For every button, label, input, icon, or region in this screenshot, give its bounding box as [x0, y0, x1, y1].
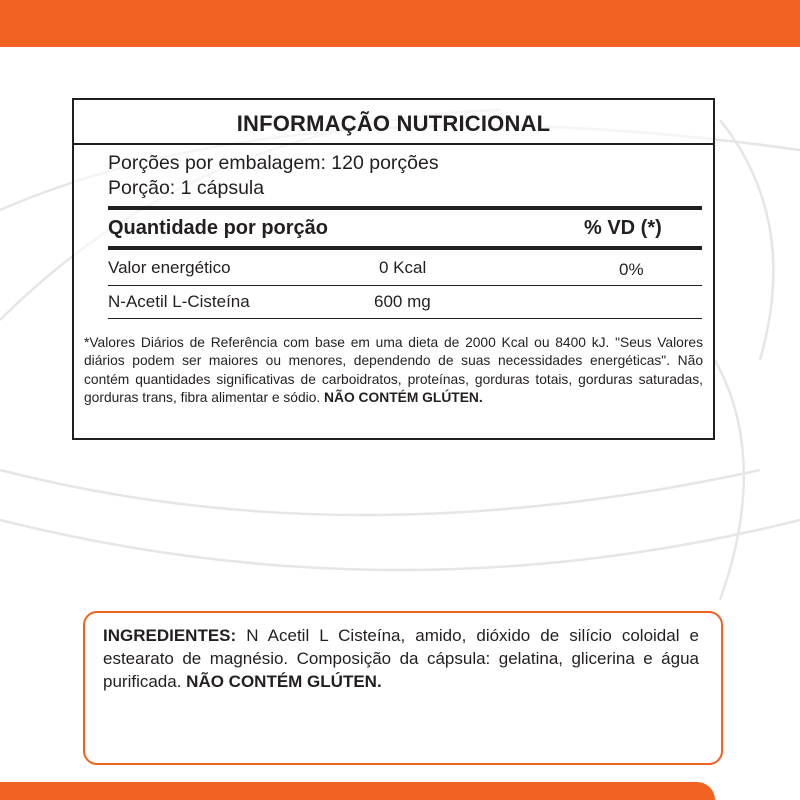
ingredients-box [83, 611, 723, 765]
bottom-accent-bar [0, 782, 715, 800]
servings-per-package: Porções por embalagem: 120 porções [108, 152, 439, 174]
quantity-header: Quantidade por porção [108, 217, 329, 239]
ingredients-list: N Acetil L Cisteína, amido, dióxido de silício coloidal e estearato de magnésio. Composição da cápsula: gelatina, glicerina e água purificada. [103, 626, 699, 691]
gluten-warning: NÃO CONTÉM GLÚTEN. [324, 390, 483, 406]
row-divider [108, 318, 702, 319]
ingredients-label: INGREDIENTES: [103, 626, 237, 645]
daily-value-header: % VD (*) [584, 217, 662, 239]
nutrient-amount: 600 mg [374, 292, 431, 311]
ingredients-gluten-warning: NÃO CONTÉM GLÚTEN. [186, 671, 382, 691]
nutrient-dv: 0% [619, 260, 644, 279]
row-divider [108, 285, 702, 286]
thick-divider [108, 206, 702, 210]
header-divider [108, 246, 702, 250]
nutrient-name: Valor energético [108, 258, 231, 277]
serving-size: Porção: 1 cápsula [108, 177, 265, 199]
nutrient-amount: 0 Kcal [379, 258, 427, 277]
nutrition-title: INFORMAÇÃO NUTRICIONAL [236, 111, 551, 136]
footnote [84, 334, 703, 407]
footnote-text: *Valores Diários de Referência com base em uma dieta de 2000 Kcal ou 8400 kJ. "Seus Valores diários podem ser maiores ou menores, dependendo de suas necessidades energéticas". Não contém quantidades significativas de carboidratos, proteínas, gorduras totais, gorduras saturadas, gorduras trans, fibra alimentar e sódio. [84, 335, 703, 406]
ingredients-text-block [103, 625, 699, 694]
title-divider [74, 143, 713, 145]
nutrition-facts-table [72, 98, 715, 440]
nutrient-name: N-Acetil L-Cisteína [108, 292, 250, 311]
